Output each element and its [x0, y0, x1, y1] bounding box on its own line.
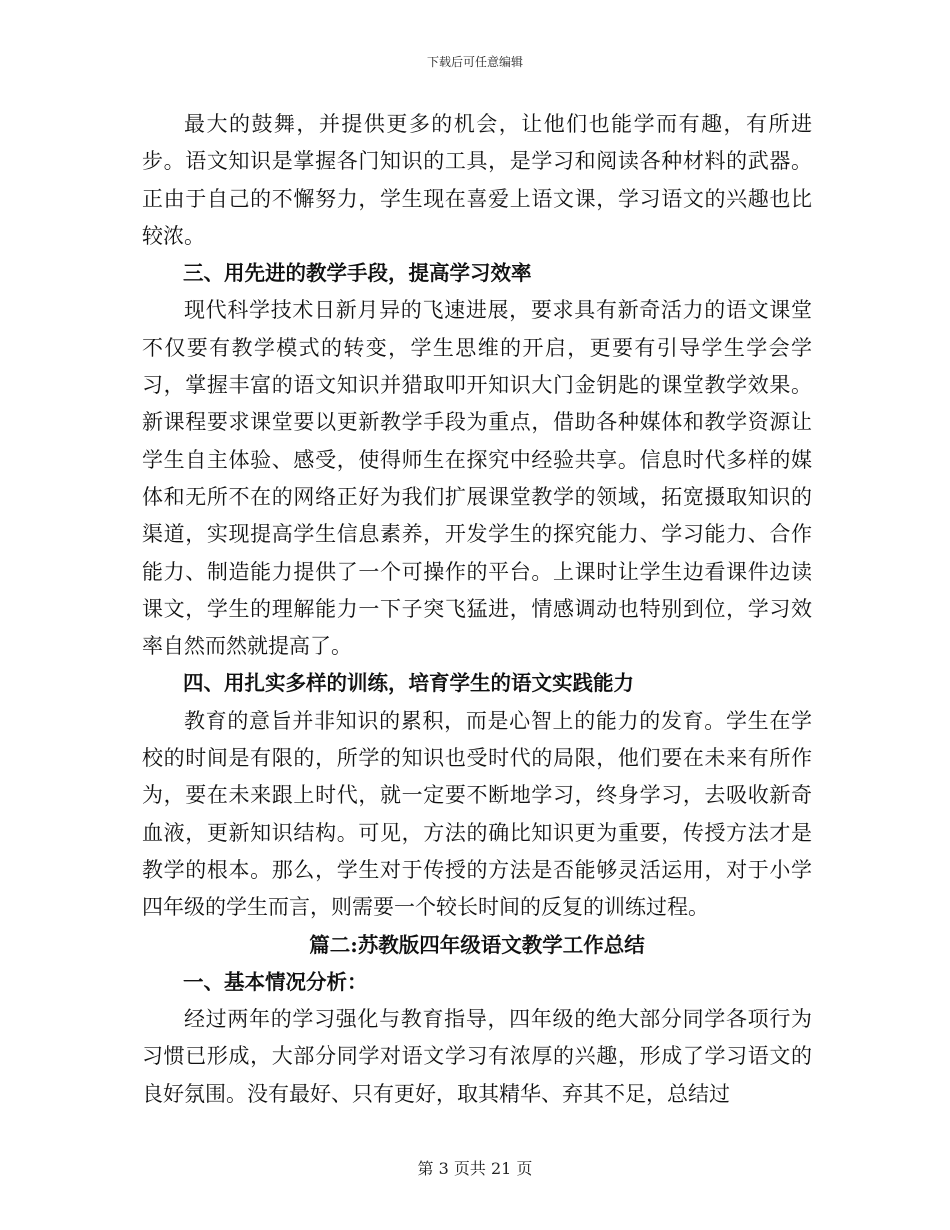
section-heading-1: 一、基本情况分析：	[183, 969, 368, 994]
page-number: 第 3 页共 21 页	[417, 1159, 533, 1178]
header-note: 下载后可任意编辑	[426, 55, 523, 69]
document-body	[142, 106, 812, 1113]
paragraph-1: 最大的鼓舞，并提供更多的机会，让他们也能学而有趣，有所进步。语文知识是掌握各门知识的工具，是学习和阅读各种材料的武器。正由于自己的不懈努力，学生现在喜爱上语文课，学习语文的兴趣也比较浓。	[142, 112, 812, 248]
section-heading-3: 三、用先进的教学手段，提高学习效率	[183, 261, 532, 286]
paragraph-2: 现代科学技术日新月异的飞速进展，要求具有新奇活力的语文课堂不仅要有教学模式的转变，学生思维的开启，更要有引导学生学会学习，掌握丰富的语文知识并猎取叩开知识大门金钥匙的课堂教学效果。新课程要求课堂要以更新教学手段为重点，借助各种媒体和教学资源让学生自主体验、感受，使得师生在探究中经验共享。信息时代多样的媒体和无所不在的网络正好为我们扩展课堂教学的领域，拓宽摄取知识的渠道，实现提高学生信息素养，开发学生的探究能力、学习能力、合作能力、制造能力提供了一个可操作的平台。上课时让学生边看课件边读课文，学生的理解能力一下子突飞猛进，情感调动也特别到位，学习效率自然而然就提高了。	[142, 298, 812, 659]
paragraph-3: 教育的意旨并非知识的累积，而是心智上的能力的发育。学生在学校的时间是有限的，所学的知识也受时代的局限，他们要在未来有所作为，要在未来跟上时代，就一定要不断地学习，终身学习，去吸收新奇血液，更新知识结构。可见，方法的确比知识更为重要，传授方法才是教学的根本。那么，学生对于传授的方法是否能够灵活运用，对于小学四年级的学生而言，则需要一个较长时间的反复的训练过程。	[142, 708, 812, 920]
chapter-title: 篇二:苏教版四年级语文教学工作总结	[309, 932, 645, 957]
section-heading-4: 四、用扎实多样的训练，培育学生的语文实践能力	[183, 671, 634, 696]
paragraph-4: 经过两年的学习强化与教育指导，四年级的绝大部分同学各项行为习惯已形成，大部分同学对语文学习有浓厚的兴趣，形成了学习语文的良好氛围。没有最好、只有更好，取其精华、弃其不足，总结过	[142, 1007, 812, 1106]
